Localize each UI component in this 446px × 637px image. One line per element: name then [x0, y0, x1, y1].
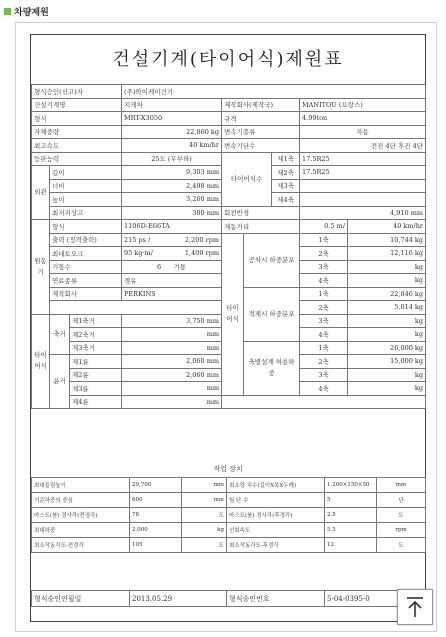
work-cell-u2: 도 [377, 508, 426, 523]
model-value: MRT-X3050 [122, 112, 222, 126]
work-row [32, 493, 426, 508]
work-cell-l1: 기준하중의 중심 [32, 493, 130, 508]
maker-label: 제작회사(제작국) [222, 98, 300, 112]
axle3-value: mm [122, 341, 222, 355]
work-cell-v2: 1,200×150×50 [325, 478, 377, 493]
spec-sheet-image [15, 22, 437, 632]
work-cell-l2: 최소작동각도-후경각 [227, 538, 325, 553]
machine-name-label: 건설기계명 [32, 98, 122, 112]
work-cell-v1: 105 [130, 538, 182, 553]
approver-label: 형식승인(신고)자 [32, 85, 122, 99]
work-row [32, 523, 426, 538]
page-header [4, 3, 49, 19]
page-header-title: 차량제원 [14, 7, 49, 18]
work-row [32, 538, 426, 553]
work-cell-u2: rpm [377, 523, 426, 538]
trans-type-label: 변속기종류 [222, 125, 300, 139]
work-cell-v2: 2.5 [325, 508, 377, 523]
engine-maker-value: PERKINS [122, 287, 222, 301]
work-cell-l2: 틸 단 수 [227, 493, 325, 508]
work-cell-v1: 600 [130, 493, 182, 508]
empty-axis2-label: 2축 [300, 247, 348, 261]
work-table [31, 477, 426, 553]
loaded-axis2-label: 2축 [300, 301, 348, 315]
loaded-axis4-label: 4축 [300, 328, 348, 342]
tread4-value: mm [122, 395, 222, 409]
climb-label: 등판능력 [32, 152, 122, 166]
cyl-count: 6 [156, 263, 162, 272]
max-axis2-value: 15,000 kg [348, 355, 426, 369]
tread3-value: mm [122, 382, 222, 396]
loaded-axis1-label: 1축 [300, 287, 348, 301]
max-axis2-label: 2축 [300, 355, 348, 369]
turning-value: 4,910 mm [300, 206, 426, 220]
width-value: 2,498 mm [122, 179, 222, 193]
cyl-label: 기통수 [50, 260, 122, 274]
trans-steps-value: 전진 4단 후진 4단 [300, 139, 426, 153]
spec-label: 규격 [222, 112, 300, 126]
axle1-label: 제1축거 [70, 314, 122, 328]
trans-steps-label: 변속기단수 [222, 139, 300, 153]
model-label: 형식 [32, 112, 122, 126]
loaded-dist-label: 적재시 하중분포 [244, 287, 300, 341]
work-row [32, 508, 426, 523]
work-cell-l1: 마스트(붐) 경사각(전경각) [32, 508, 130, 523]
max-axis3-value: kg [348, 368, 426, 382]
tire-axle3-value [300, 179, 426, 193]
machine-name-value: 지게차 [122, 98, 222, 112]
engine-maker-label: 제작회사 [50, 287, 122, 301]
spec-value: 4.99ton [300, 112, 426, 126]
torque-b: 1,400 rpm [184, 249, 220, 258]
torque-value [122, 247, 222, 261]
approval-footer [31, 590, 426, 607]
torque-a: 95 kg·m/ [124, 249, 153, 258]
braking-value-a: 0.5 m/ [300, 220, 348, 234]
work-cell-u2: 단 [377, 493, 426, 508]
spec-document [30, 34, 426, 622]
height-value: 3,260 mm [122, 193, 222, 207]
axle2-value: mm [122, 328, 222, 342]
work-cell-u2: mm [377, 478, 426, 493]
work-cell-l1: 최대하중 [32, 523, 130, 538]
work-row [32, 478, 426, 493]
engine-model-label: 형식 [50, 220, 122, 234]
bullet-icon [4, 8, 11, 15]
work-cell-u1: kg [182, 523, 227, 538]
tread2-value: 2,060 mm [122, 368, 222, 382]
tire-axle2-value: 17.5R25 [300, 166, 426, 180]
axle3-label: 제3축거 [70, 341, 122, 355]
engine-output-b: 2,200 rpm [184, 235, 220, 244]
empty-axis1-label: 1축 [300, 233, 348, 247]
work-cell-l1: 최대들림높이 [32, 478, 130, 493]
cyl-value [122, 260, 222, 274]
tire-axle4-value [300, 193, 426, 207]
engine-output-label: 출력 (정격출력) [50, 233, 122, 247]
maker-value: MANITOU (프랑스) [300, 98, 426, 112]
work-cell-l2: 최소깡 치수(길이X폭X두께) [227, 478, 325, 493]
engine-output-value [122, 233, 222, 247]
climb-value: 25도 (무부하) [122, 152, 222, 166]
work-cell-v1: 29,700 [130, 478, 182, 493]
empty-axis1-value: 10,744 kg [348, 233, 426, 247]
tire-label: 타이어치수 [222, 152, 272, 206]
tread-label: 윤거 [50, 355, 70, 409]
work-cell-u2: 도 [377, 538, 426, 553]
weight-block-label: 타이어식 [222, 233, 244, 395]
engine-output-a: 215 ps / [124, 235, 151, 244]
approval-date-value: 2013.05.29 [130, 591, 227, 607]
tire-axle2-label: 제2축 [272, 166, 300, 180]
engine-model-value: 1106D-E66TA [122, 220, 222, 234]
max-axis1-value: 26,000 kg [348, 341, 426, 355]
trans-type-value: 자동 [300, 125, 426, 139]
axle1-value: 3,750 mm [122, 314, 222, 328]
loaded-axis4-value: kg [348, 328, 426, 342]
cyl-unit: 기통 [173, 263, 187, 272]
empty-axis3-label: 3축 [300, 260, 348, 274]
loaded-axis2-value: 5,014 kg [348, 301, 426, 315]
max-speed-value: 40 km/hr [122, 139, 222, 153]
work-cell-v2: 5 [325, 493, 377, 508]
empty-axis3-value: kg [348, 260, 426, 274]
work-cell-v1: 2,000 [130, 523, 182, 538]
engine-label: 원동기 [32, 220, 50, 315]
max-load-label: 축별설계 허용하중 [244, 341, 300, 395]
tread4-label: 제4륜 [70, 395, 122, 409]
tread3-label: 제3륜 [70, 382, 122, 396]
loaded-axis1-value: 22,846 kg [348, 287, 426, 301]
braking-label: 제동거리 [222, 220, 300, 234]
empty-axis4-value: kg [348, 274, 426, 288]
axle-block-label: 타이어식 [32, 314, 50, 409]
braking-value-b: 40 km/hr [348, 220, 426, 234]
work-cell-u1: mm [182, 493, 227, 508]
work-cell-l1: 최소작동각도-전경각 [32, 538, 130, 553]
length-value: 9,303 mm [122, 166, 222, 180]
height-label: 높이 [50, 193, 122, 207]
approval-num-value: 5-04-0395-0 [325, 591, 426, 607]
scroll-top-button[interactable] [397, 589, 433, 625]
work-cell-u1: mm [182, 478, 227, 493]
work-cell-l2: 마스트(붐) 경사각(후경각) [227, 508, 325, 523]
work-cell-v2: 12 [325, 538, 377, 553]
arrow-up-icon [405, 596, 425, 618]
weight-value: 22,860 kg [122, 125, 222, 139]
loaded-axis3-value: kg [348, 314, 426, 328]
max-speed-label: 최고속도 [32, 139, 122, 153]
engine-blank [50, 301, 222, 315]
tire-axle1-value: 17.5R25 [300, 152, 426, 166]
document-title: 건설기계(타이어식)제원표 [31, 35, 425, 85]
tread1-value: 2,060 mm [122, 355, 222, 369]
work-cell-u1: 도 [182, 508, 227, 523]
approval-date-label: 형식승인연월일 [32, 591, 130, 607]
tire-axle3-label: 제3축 [272, 179, 300, 193]
empty-dist-label: 공차시 하중분포 [244, 233, 300, 287]
turning-label: 회전반경 [222, 206, 300, 220]
width-label: 너비 [50, 179, 122, 193]
max-axis1-label: 1축 [300, 341, 348, 355]
spec-table [31, 84, 426, 409]
work-cell-u1: 도 [182, 538, 227, 553]
length-label: 길이 [50, 166, 122, 180]
approver-value: (주)와이케이건기 [122, 85, 426, 99]
tread4-blank [222, 395, 426, 409]
ground-label: 최저지상고 [50, 206, 122, 220]
axle2-label: 제2축거 [70, 328, 122, 342]
tread2-label: 제2륜 [70, 368, 122, 382]
approval-num-label: 형식승인번호 [227, 591, 325, 607]
fuel-label: 연료종류 [50, 274, 122, 288]
outline-label: 외관 [32, 166, 50, 220]
torque-label: 최대토오크 [50, 247, 122, 261]
work-cell-l2: 선회속도 [227, 523, 325, 538]
empty-axis2-value: 12,116 kg [348, 247, 426, 261]
axle-label: 축거 [50, 314, 70, 355]
weight-label: 자체중량 [32, 125, 122, 139]
work-cell-v1: 78 [130, 508, 182, 523]
work-cell-v2: 5.5 [325, 523, 377, 538]
fuel-value: 경유 [122, 274, 222, 288]
tire-axle4-label: 제4축 [272, 193, 300, 207]
ground-value: 380 mm [122, 206, 222, 220]
work-section-title: 작업 장치 [213, 465, 243, 473]
tire-axle1-label: 제1축 [272, 152, 300, 166]
max-axis4-value: kg [348, 382, 426, 396]
max-axis3-label: 3축 [300, 368, 348, 382]
tread1-label: 제1륜 [70, 355, 122, 369]
loaded-axis3-label: 3축 [300, 314, 348, 328]
empty-axis4-label: 4축 [300, 274, 348, 288]
max-axis4-label: 4축 [300, 382, 348, 396]
